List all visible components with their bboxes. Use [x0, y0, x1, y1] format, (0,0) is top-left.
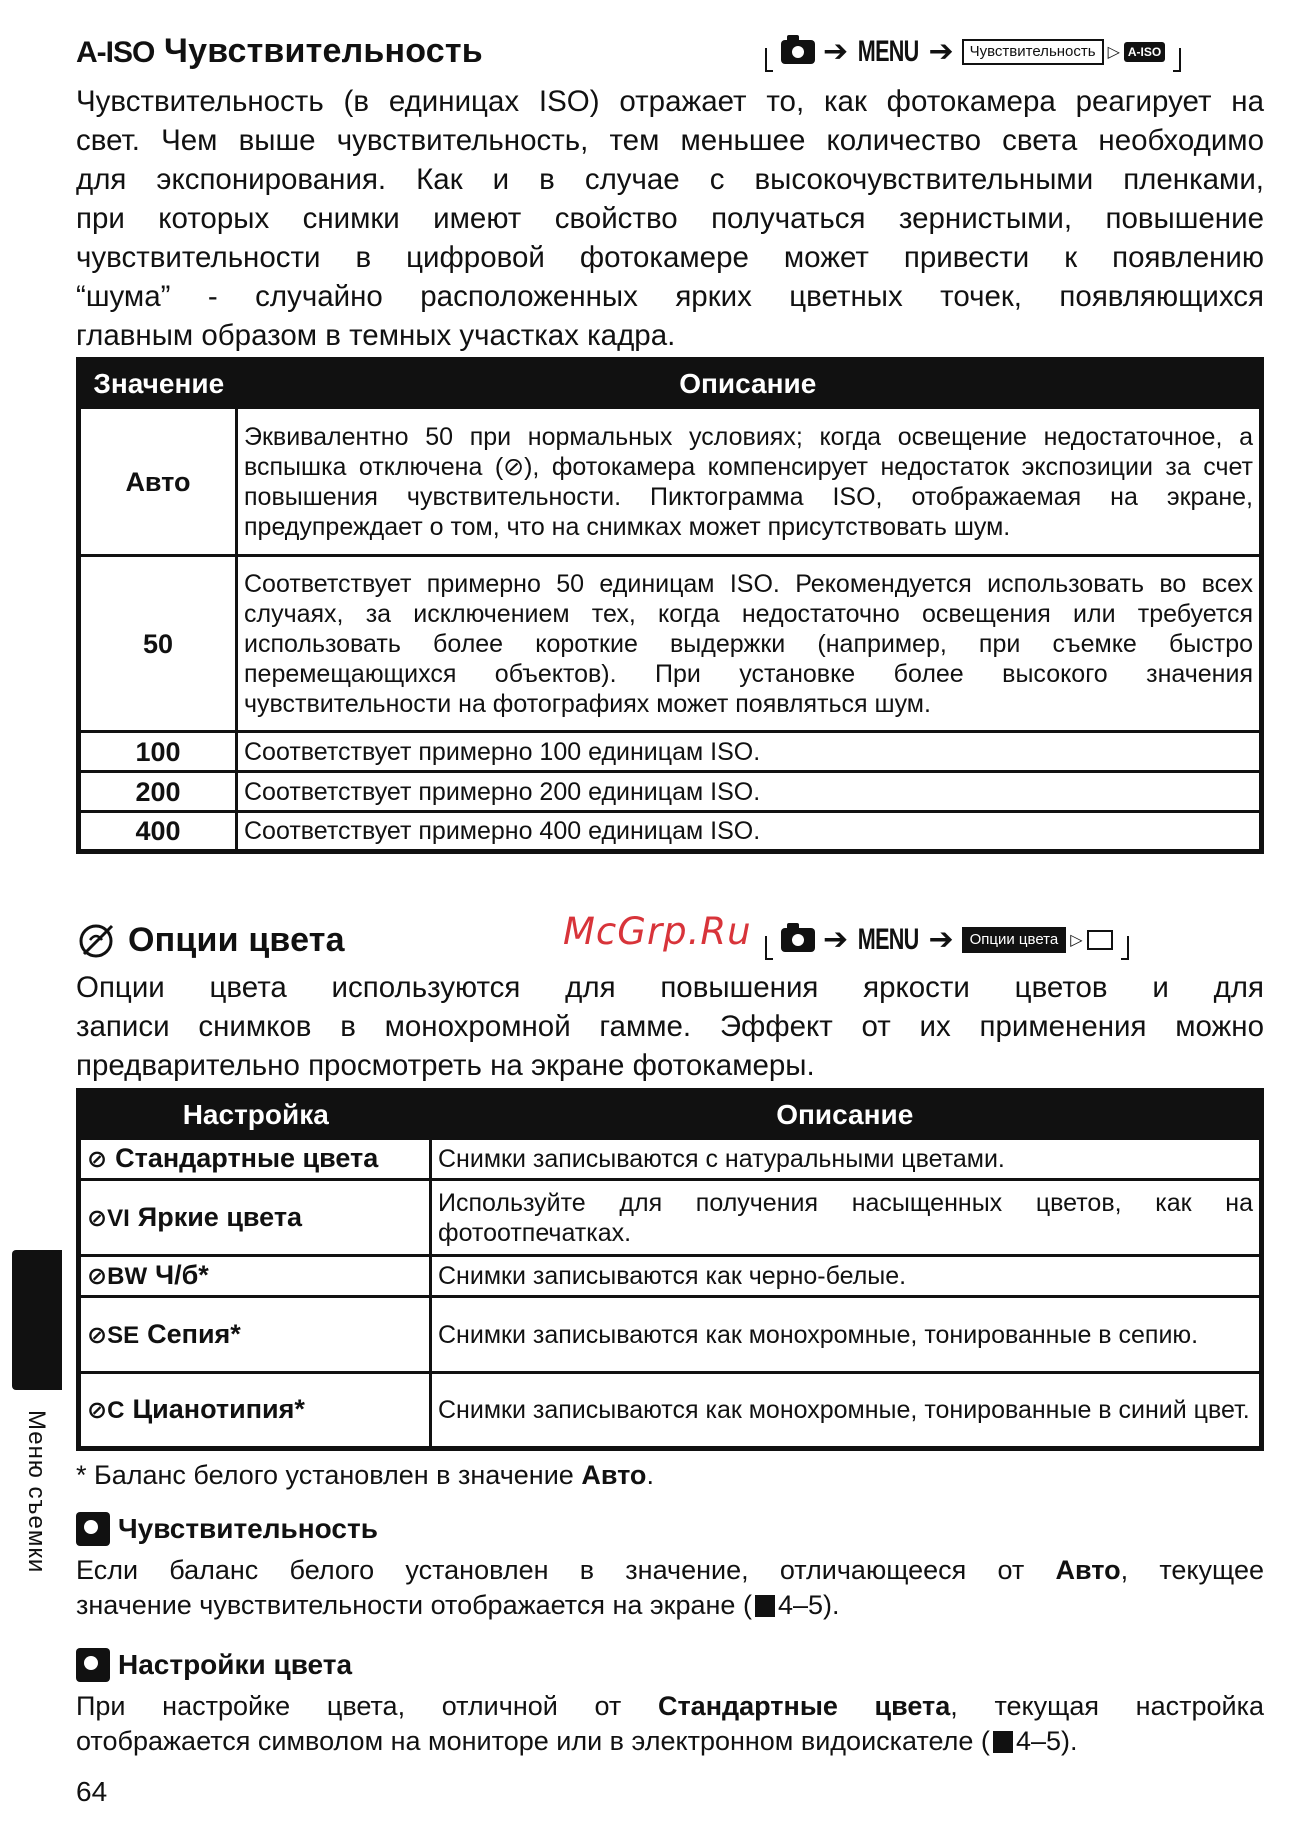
table-cell-description: Соответствует примерно 100 единицам ISO. — [237, 732, 1262, 772]
table-cell-description: Соответствует примерно 50 единицам ISO. Рекомендуется использовать во всех случаях, за исключением тех, когда недостаточно освещения или требуется использовать более короткие выдержки (например, при съемке быстро перемещающихся объектов). При установке более высокого значения чувствительности на фотографиях может появляться шум. — [237, 556, 1262, 732]
footnote-bold: Авто — [581, 1460, 647, 1490]
intro-line: Чувствительность (в единицах ISO) отражает то, как фотокамера реагирует на — [76, 85, 1264, 118]
note-line — [76, 1724, 1264, 1759]
sensitivity-intro — [76, 82, 1264, 355]
note-icon — [76, 1512, 110, 1546]
table-cell-setting — [79, 1373, 431, 1449]
color-options-icon — [76, 920, 118, 960]
reference-icon — [755, 1595, 775, 1617]
color-option-icon — [1087, 930, 1113, 950]
note-icon — [76, 1648, 110, 1682]
intro-line: Опции цвета используются для повышения яркости цветов и для — [76, 971, 1264, 1004]
camera-icon — [781, 40, 815, 64]
chevron-right-icon: ▷ — [1107, 44, 1120, 61]
note-text: При настройке цвета, отличной от — [76, 1691, 658, 1721]
arrow-right-icon: ➔ — [928, 923, 954, 956]
table-row — [79, 812, 1262, 852]
table-cell-description: Эквивалентно 50 при нормальных условиях; когда освещение недостаточное, а вспышка отключена (⊘), фотокамера компенсирует недостаток экспозиции за счет повышения чувствительности. Пиктограмма ISO, отображаемая на экране, предупреждает о том, что на снимках может присутствовать шум. — [237, 408, 1262, 556]
side-tab-marker — [12, 1250, 62, 1390]
intro-line: для экспонирования. Как и в случае с высокочувствительными пленками, — [76, 163, 1264, 196]
bracket-right — [1173, 48, 1181, 72]
intro-line: при которых снимки имеют свойство получаться зернистыми, повышение — [76, 202, 1264, 235]
table-header-row — [79, 1091, 1262, 1139]
setting-label: Цианотипия* — [132, 1394, 305, 1424]
table-cell-setting — [79, 1139, 431, 1180]
sensitivity-table — [76, 357, 1264, 854]
color-options-table — [76, 1088, 1264, 1451]
table-cell-value: 400 — [79, 812, 237, 852]
arrow-right-icon: ➔ — [823, 35, 849, 68]
chevron-right-icon: ▷ — [1070, 932, 1083, 949]
arrow-right-icon: ➔ — [823, 923, 849, 956]
note-line — [76, 1553, 1264, 1588]
menu-path-color-options — [765, 920, 1129, 960]
note-color-body — [76, 1689, 1264, 1759]
note-line — [76, 1588, 1264, 1623]
bracket-right — [1121, 936, 1129, 960]
column-header: Настройка — [79, 1091, 431, 1139]
footnote-end: . — [646, 1460, 654, 1490]
table-cell-value: 50 — [79, 556, 237, 732]
cyanotype-icon: ⊘C — [87, 1397, 125, 1424]
black-white-icon: ⊘BW — [87, 1263, 148, 1290]
note-sensitivity-title — [76, 1512, 378, 1546]
intro-line: свет. Чем выше чувствительность, тем меньшее количество света необходимо — [76, 124, 1264, 157]
table-row — [79, 1297, 1262, 1373]
section-title-text: Опции цвета — [128, 920, 345, 959]
note-color-title — [76, 1648, 352, 1682]
note-ref: 4–5). — [777, 1590, 840, 1620]
footnote — [76, 1460, 654, 1491]
table-cell-setting — [79, 1180, 431, 1256]
note-text: Если баланс белого установлен в значение, отличающееся от — [76, 1555, 1056, 1585]
note-text: , текущая настройка — [950, 1691, 1264, 1721]
column-header: Описание — [431, 1091, 1262, 1139]
footnote-text: * Баланс белого установлен в значение — [76, 1460, 582, 1490]
intro-line: чувствительности в цифровой фотокамере может привести к появлению — [76, 241, 1264, 274]
section-title-color-options — [76, 920, 345, 960]
standard-color-icon: ⊘ — [87, 1146, 108, 1173]
note-title-text: Настройки цвета — [118, 1649, 353, 1680]
table-row — [79, 408, 1262, 556]
intro-line: предварительно просмотреть на экране фотокамеры. — [76, 1049, 815, 1082]
note-text: , текущее — [1120, 1555, 1264, 1585]
menu-item-color-options: Опции цвета — [962, 927, 1067, 953]
section-title-text: Чувствительность — [164, 32, 483, 70]
setting-label: Яркие цвета — [137, 1201, 303, 1232]
bracket-left — [765, 48, 773, 72]
note-ref: 4–5). — [1015, 1726, 1078, 1756]
intro-line: записи снимков в монохромной гамме. Эффект от их применения можно — [76, 1010, 1264, 1043]
table-row — [79, 556, 1262, 732]
watermark-text: McGrp.Ru — [563, 910, 752, 953]
column-header: Значение — [79, 360, 237, 408]
note-bold: Стандартные цвета — [657, 1691, 951, 1721]
section-title-sensitivity — [76, 32, 483, 71]
table-cell-setting — [79, 1297, 431, 1373]
table-cell-setting — [79, 1256, 431, 1297]
menu-item-sensitivity: Чувствительность — [962, 39, 1104, 65]
note-text: значение чувствительности отображается на экране ( — [76, 1590, 752, 1620]
a-iso-tag: A-ISO — [76, 36, 155, 69]
table-cell-description: Используйте для получения насыщенных цветов, как на фотоотпечатках. — [431, 1180, 1262, 1256]
table-row — [79, 772, 1262, 812]
table-cell-description: Снимки записываются как монохромные, тонированные в сепию. — [431, 1297, 1262, 1373]
note-text: отображается символом на мониторе или в электронном видоискателе ( — [76, 1726, 990, 1756]
intro-line: главным образом в темных участках кадра. — [76, 319, 676, 352]
table-row — [79, 1139, 1262, 1180]
vivid-color-icon: ⊘VI — [87, 1204, 130, 1232]
setting-label: Сепия* — [147, 1318, 241, 1349]
bracket-left — [765, 936, 773, 960]
arrow-right-icon: ➔ — [928, 35, 954, 68]
table-row — [79, 1256, 1262, 1297]
table-cell-value: Авто — [79, 408, 237, 556]
table-cell-value: 200 — [79, 772, 237, 812]
note-sensitivity-body — [76, 1553, 1264, 1623]
side-section-label: Меню съемки — [23, 1410, 50, 1574]
camera-icon — [781, 928, 815, 952]
setting-label: Ч/б* — [155, 1260, 209, 1290]
table-cell-description: Снимки записываются как черно-белые. — [431, 1256, 1262, 1297]
color-options-intro — [76, 968, 1264, 1085]
table-header-row — [79, 360, 1262, 408]
table-row — [79, 732, 1262, 772]
table-cell-description: Снимки записываются с натуральными цветами. — [431, 1139, 1262, 1180]
table-cell-description: Соответствует примерно 400 единицам ISO. — [237, 812, 1262, 852]
sepia-icon: ⊘SE — [87, 1321, 140, 1349]
menu-label: MENU — [857, 923, 919, 956]
note-bold: Авто — [1055, 1555, 1121, 1585]
table-row — [79, 1373, 1262, 1449]
table-row — [79, 1180, 1262, 1256]
note-title-text: Чувствительность — [118, 1513, 378, 1544]
menu-path-sensitivity — [765, 32, 1181, 72]
page-number: 64 — [76, 1776, 108, 1807]
column-header: Описание — [237, 360, 1262, 408]
table-cell-value: 100 — [79, 732, 237, 772]
intro-line: “шума” - случайно расположенных ярких цветных точек, появляющихся — [76, 280, 1264, 313]
table-cell-description: Снимки записываются как монохромные, тонированные в синий цвет. — [431, 1373, 1262, 1449]
reference-icon — [993, 1731, 1013, 1753]
note-line — [76, 1689, 1264, 1724]
setting-label: Стандартные цвета — [115, 1143, 379, 1173]
table-cell-description: Соответствует примерно 200 единицам ISO. — [237, 772, 1262, 812]
a-iso-icon: A-ISO — [1124, 42, 1165, 62]
menu-label: MENU — [857, 35, 919, 68]
